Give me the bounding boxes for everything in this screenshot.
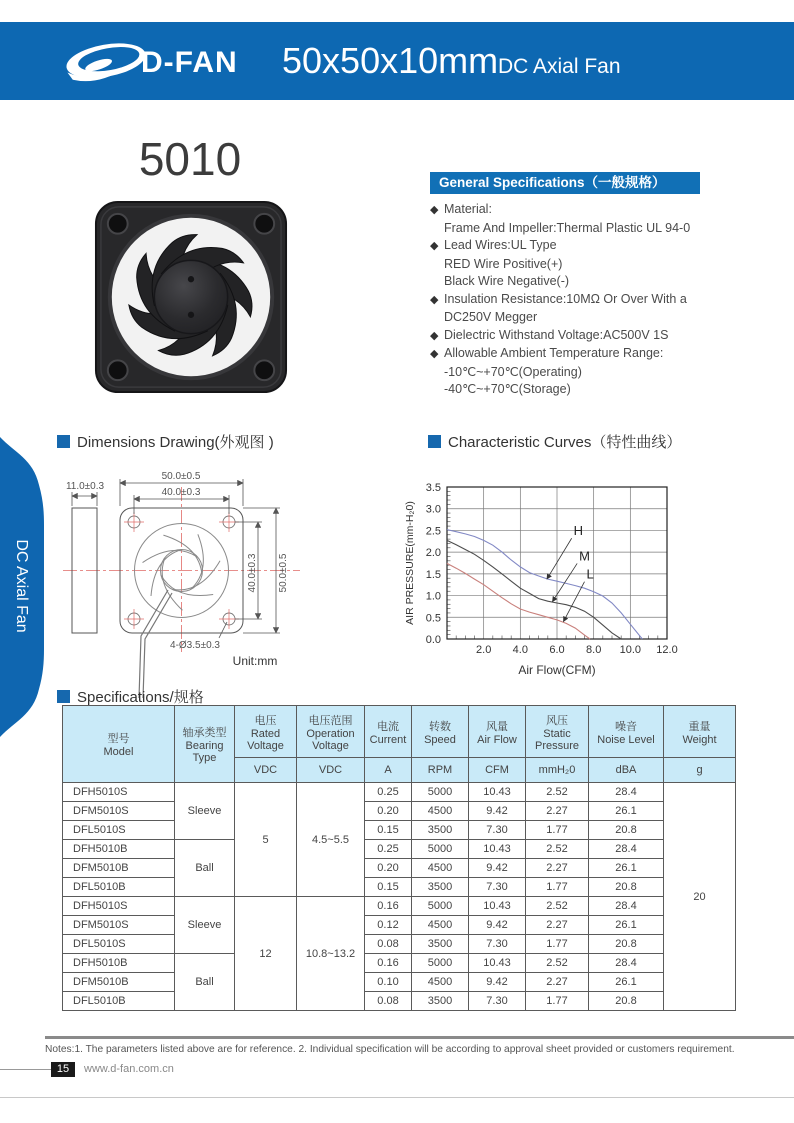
noise-cell: 28.4 xyxy=(589,954,664,973)
spec-text: Insulation Resistance:10MΩ Or Over With a xyxy=(444,291,687,306)
svg-text:1.5: 1.5 xyxy=(425,568,441,581)
unit-noise: dBA xyxy=(589,758,664,783)
pressure-cell: 2.27 xyxy=(526,916,589,935)
page-subtitle: DC Axial Fan xyxy=(498,55,621,78)
table-row xyxy=(63,859,736,878)
pressure-cell: 2.27 xyxy=(526,973,589,992)
speed-cell: 3500 xyxy=(412,992,469,1011)
blue-square-bullet-icon xyxy=(57,435,70,448)
model-cell: DFL5010S xyxy=(63,821,175,840)
svg-text:H: H xyxy=(573,523,584,539)
svg-text:4.0: 4.0 xyxy=(512,644,528,656)
model-cell: DFM5010B xyxy=(63,859,175,878)
bearing-cell: Ball xyxy=(175,954,235,1011)
weight-cell: 20 xyxy=(664,783,736,1011)
header-banner xyxy=(0,22,794,100)
bearing-cell: Ball xyxy=(175,840,235,897)
noise-cell: 26.1 xyxy=(589,973,664,992)
col-header-weight: 重量 Weight xyxy=(664,706,736,758)
spec-text: RED Wire Positive(+) xyxy=(444,256,563,271)
svg-text:2.0: 2.0 xyxy=(476,644,492,656)
svg-text:2.0: 2.0 xyxy=(425,547,441,560)
speed-cell: 5000 xyxy=(412,897,469,916)
spec-text: Black Wire Negative(-) xyxy=(444,274,570,288)
model-cell: DFH5010B xyxy=(63,954,175,973)
svg-text:0.0: 0.0 xyxy=(425,634,441,646)
col-header-model: 型号 Model xyxy=(63,706,175,783)
svg-text:3.5: 3.5 xyxy=(425,482,441,494)
speed-cell: 3500 xyxy=(412,821,469,840)
section-title-text: Specifications/规格 xyxy=(77,689,204,706)
spec-text: -40℃~+70℃(Storage) xyxy=(444,382,571,396)
speed-cell: 4500 xyxy=(412,973,469,992)
table-row xyxy=(63,802,736,821)
unit-pressure: mmH₂0 xyxy=(526,758,589,783)
table-row xyxy=(63,992,736,1011)
dim-hole-pitch-h: 40.0±0.3 xyxy=(161,487,201,498)
table-row xyxy=(63,935,736,954)
airflow-cell: 10.43 xyxy=(469,954,526,973)
unit-weight: g xyxy=(664,758,736,783)
svg-text:10.0: 10.0 xyxy=(619,644,642,656)
current-cell: 0.20 xyxy=(365,802,412,821)
speed-cell: 4500 xyxy=(412,859,469,878)
rated-voltage-cell: 12 xyxy=(235,897,297,1011)
dim-thickness: 11.0±0.3 xyxy=(65,481,105,492)
svg-text:12.0: 12.0 xyxy=(656,644,678,656)
col-header-bearing: 轴承类型 Bearing Type xyxy=(175,706,235,783)
website-text: www.d-fan.com.cn xyxy=(84,1063,174,1075)
model-cell: DFL5010B xyxy=(63,992,175,1011)
notes-text: Notes:1. The parameters listed above are for reference. 2. Individual specification will be according to approval sheet provided or customers requirement. xyxy=(45,1044,735,1055)
lead-wires xyxy=(139,590,172,698)
spec-text: DC250V Megger xyxy=(444,310,538,324)
current-cell: 0.25 xyxy=(365,783,412,802)
dimension-labels xyxy=(66,471,289,668)
spec-item xyxy=(430,309,760,327)
spec-text: Frame And Impeller:Thermal Plastic UL 94-0 xyxy=(444,220,691,235)
noise-cell: 20.8 xyxy=(589,878,664,897)
diamond-bullet-icon: ◆ xyxy=(430,293,439,306)
svg-text:L: L xyxy=(586,566,594,582)
general-specs-list xyxy=(430,201,760,399)
table-row xyxy=(63,954,736,973)
side-tab-dc-axial-fan xyxy=(0,437,46,737)
speed-cell: 3500 xyxy=(412,935,469,954)
model-cell: DFH5010S xyxy=(63,783,175,802)
noise-cell: 26.1 xyxy=(589,916,664,935)
spec-text: Dielectric Withstand Voltage:AC500V 1S xyxy=(444,327,669,342)
noise-cell: 28.4 xyxy=(589,840,664,859)
col-header-operation-voltage: 电压范围 Operation Voltage xyxy=(297,706,365,758)
product-model-heading: 5010 xyxy=(138,133,242,185)
spec-item xyxy=(430,256,760,274)
current-cell: 0.08 xyxy=(365,992,412,1011)
spec-item xyxy=(430,381,760,399)
side-tab-label: DC Axial Fan xyxy=(13,539,30,633)
speed-cell: 5000 xyxy=(412,954,469,973)
pressure-cell: 1.77 xyxy=(526,878,589,897)
pressure-cell: 2.52 xyxy=(526,840,589,859)
svg-text:1.0: 1.0 xyxy=(425,590,441,603)
model-cell: DFH5010S xyxy=(63,897,175,916)
col-header-speed: 转数 Speed xyxy=(412,706,469,758)
current-cell: 0.15 xyxy=(365,878,412,897)
spec-text: -10℃~+70℃(Operating) xyxy=(444,364,582,379)
svg-text:8.0: 8.0 xyxy=(586,644,602,656)
table-row xyxy=(63,973,736,992)
table-row xyxy=(63,783,736,802)
svg-text:M: M xyxy=(579,548,591,564)
dim-mounting-holes: 4-Ø3.5±0.3 xyxy=(170,640,220,651)
model-cell: DFM5010S xyxy=(63,802,175,821)
page-number-badge: 15 xyxy=(51,1062,75,1077)
pressure-cell: 1.77 xyxy=(526,992,589,1011)
unit-airflow: CFM xyxy=(469,758,526,783)
table-row xyxy=(63,916,736,935)
col-header-rated-voltage: 电压 Rated Voltage xyxy=(235,706,297,758)
speed-cell: 4500 xyxy=(412,802,469,821)
pressure-cell: 2.52 xyxy=(526,954,589,973)
spec-text: Material: xyxy=(444,202,492,216)
col-header-pressure: 风压 Static Pressure xyxy=(526,706,589,758)
spec-item xyxy=(430,201,760,220)
spec-item xyxy=(430,364,760,382)
fan-product-photo xyxy=(92,198,290,396)
noise-cell: 26.1 xyxy=(589,859,664,878)
airflow-cell: 7.30 xyxy=(469,992,526,1011)
dim-outer-width: 50.0±0.5 xyxy=(161,471,201,482)
col-header-noise: 噪音 Noise Level xyxy=(589,706,664,758)
table-row xyxy=(63,821,736,840)
section-title-curves xyxy=(428,431,681,452)
dimensions-drawing xyxy=(55,452,400,702)
airflow-cell: 10.43 xyxy=(469,783,526,802)
spec-item xyxy=(430,327,760,346)
diamond-bullet-icon: ◆ xyxy=(430,240,439,252)
pressure-cell: 1.77 xyxy=(526,821,589,840)
pressure-cell: 2.27 xyxy=(526,859,589,878)
col-header-airflow: 风量 Air Flow xyxy=(469,706,526,758)
current-cell: 0.16 xyxy=(365,897,412,916)
diamond-bullet-icon: ◆ xyxy=(430,329,439,342)
model-cell: DFM5010B xyxy=(63,973,175,992)
svg-text:6.0: 6.0 xyxy=(549,644,565,656)
current-cell: 0.15 xyxy=(365,821,412,840)
chart-xlabel: Air Flow(CFM) xyxy=(518,663,596,677)
spec-text: Allowable Ambient Temperature Range: xyxy=(444,346,664,360)
airflow-cell: 9.42 xyxy=(469,973,526,992)
current-cell: 0.12 xyxy=(365,916,412,935)
table-row xyxy=(63,897,736,916)
airflow-cell: 7.30 xyxy=(469,878,526,897)
page-number-line xyxy=(0,1069,51,1070)
model-cell: DFL5010B xyxy=(63,878,175,897)
unit-current: A xyxy=(365,758,412,783)
spec-text: Lead Wires:UL Type xyxy=(444,238,557,252)
footer-divider xyxy=(45,1036,794,1039)
current-cell: 0.16 xyxy=(365,954,412,973)
model-cell: DFL5010S xyxy=(63,935,175,954)
characteristic-curves-chart xyxy=(403,473,695,679)
dim-outer-height: 50.0±0.5 xyxy=(278,553,289,593)
speed-cell: 3500 xyxy=(412,878,469,897)
chart-plot-area xyxy=(426,482,678,656)
unit-operation-voltage: VDC xyxy=(297,758,365,783)
spec-item xyxy=(430,220,760,238)
airflow-cell: 7.30 xyxy=(469,935,526,954)
pressure-cell: 2.52 xyxy=(526,783,589,802)
noise-cell: 26.1 xyxy=(589,802,664,821)
airflow-cell: 9.42 xyxy=(469,802,526,821)
noise-cell: 20.8 xyxy=(589,992,664,1011)
diamond-bullet-icon: ◆ xyxy=(430,204,439,216)
model-cell: DFH5010B xyxy=(63,840,175,859)
current-cell: 0.08 xyxy=(365,935,412,954)
operation-voltage-cell: 4.5~5.5 xyxy=(297,783,365,897)
speed-cell: 4500 xyxy=(412,916,469,935)
general-specs-title: General Specifications（一般规格） xyxy=(430,172,700,194)
spec-item xyxy=(430,273,760,291)
airflow-cell: 7.30 xyxy=(469,821,526,840)
svg-text:3.0: 3.0 xyxy=(425,503,441,516)
dim-hole-pitch-v: 40.0±0.3 xyxy=(247,553,258,593)
noise-cell: 28.4 xyxy=(589,783,664,802)
diamond-bullet-icon: ◆ xyxy=(430,348,439,360)
brand-name: D-FAN xyxy=(141,46,238,79)
spec-item xyxy=(430,345,760,364)
speed-cell: 5000 xyxy=(412,840,469,859)
noise-cell: 20.8 xyxy=(589,935,664,954)
unit-rated-voltage: VDC xyxy=(235,758,297,783)
section-title-text: Characteristic Curves（特性曲线） xyxy=(448,434,682,451)
current-cell: 0.25 xyxy=(365,840,412,859)
table-row xyxy=(63,840,736,859)
current-cell: 0.10 xyxy=(365,973,412,992)
section-title-text: Dimensions Drawing(外观图 ) xyxy=(77,434,274,451)
airflow-cell: 10.43 xyxy=(469,897,526,916)
spec-item xyxy=(430,237,760,256)
pressure-cell: 2.27 xyxy=(526,802,589,821)
noise-cell: 28.4 xyxy=(589,897,664,916)
unit-speed: RPM xyxy=(412,758,469,783)
section-title-dimensions xyxy=(57,431,274,452)
spec-item xyxy=(430,291,760,310)
pressure-cell: 1.77 xyxy=(526,935,589,954)
speed-cell: 5000 xyxy=(412,783,469,802)
model-cell: DFM5010S xyxy=(63,916,175,935)
operation-voltage-cell: 10.8~13.2 xyxy=(297,897,365,1011)
svg-text:0.5: 0.5 xyxy=(425,612,441,625)
current-cell: 0.20 xyxy=(365,859,412,878)
rated-voltage-cell: 5 xyxy=(235,783,297,897)
blue-square-bullet-icon xyxy=(428,435,441,448)
airflow-cell: 9.42 xyxy=(469,916,526,935)
airflow-cell: 10.43 xyxy=(469,840,526,859)
d-fan-logo-icon xyxy=(60,36,148,86)
col-header-current: 电流 Current xyxy=(365,706,412,758)
section-title-specs xyxy=(57,686,204,707)
dim-unit: Unit:mm xyxy=(232,654,278,668)
bearing-cell: Sleeve xyxy=(175,783,235,840)
page-title-size: 50x50x10mm xyxy=(282,40,499,81)
airflow-cell: 9.42 xyxy=(469,859,526,878)
noise-cell: 20.8 xyxy=(589,821,664,840)
blue-square-bullet-icon xyxy=(57,690,70,703)
svg-text:2.5: 2.5 xyxy=(425,525,441,538)
specifications-table xyxy=(62,705,736,1011)
table-row xyxy=(63,878,736,897)
chart-ylabel: AIR PRESSURE(mm-H₂0) xyxy=(404,501,416,625)
bottom-divider xyxy=(0,1097,794,1098)
bearing-cell: Sleeve xyxy=(175,897,235,954)
pressure-cell: 2.52 xyxy=(526,897,589,916)
